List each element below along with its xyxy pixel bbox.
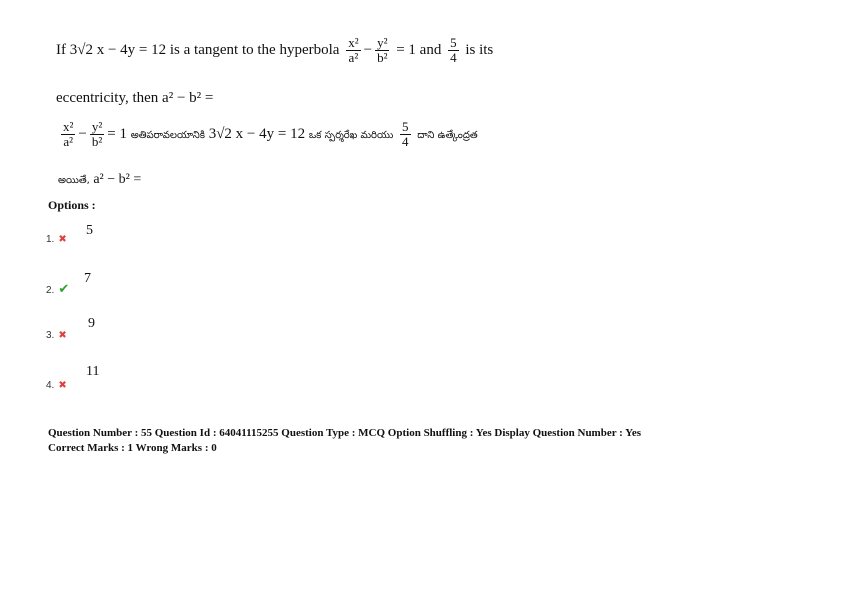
fraction-y2-b2-te: $\frac{\text{y²}}{\text{b²}}$ — [91, 119, 103, 149]
correct-check-icon: ✔ — [58, 282, 70, 297]
option-number: 2. — [46, 285, 55, 296]
fraction-x2-a2: $\frac{\text{x²}}{\text{a²}}$ — [348, 35, 359, 65]
telugu-text-4: అయితే, — [58, 175, 90, 186]
question-text-part3: is its — [465, 41, 494, 58]
option-number: 3. — [46, 330, 55, 341]
option-3-value: 9 — [88, 316, 95, 331]
fraction-x2-a2-te: $\frac{\text{x²}}{\text{a²}}$ — [63, 119, 74, 149]
wrong-cross-icon: ✖ — [58, 380, 67, 391]
question-english-line2: eccentricity, then a² − b² = — [56, 90, 214, 106]
fraction-5-4: $\frac{5}{4}$ — [450, 35, 457, 65]
telugu-text-3: దాని ఉత్కేంద్రత — [417, 129, 478, 141]
wrong-cross-icon: ✖ — [58, 234, 67, 245]
minus-sign: − — [363, 41, 373, 58]
option-2-value: 7 — [84, 271, 91, 286]
tangent-expression-te: 3√2 x − 4y = 12 — [208, 125, 306, 142]
question-english-line1 — [56, 36, 493, 65]
question-telugu-line2 — [58, 172, 141, 188]
option-1[interactable] — [46, 229, 67, 247]
wrong-cross-icon: ✖ — [58, 330, 67, 341]
option-number: 1. — [46, 234, 55, 245]
option-2[interactable] — [46, 280, 69, 298]
minus-sign-te: − — [78, 125, 87, 142]
fraction-5-4-te: $\frac{5}{4}$ — [402, 119, 409, 149]
metadata-line1: Question Number : 55 Question Id : 64041115255 Question Type : MCQ Option Shuffling : Yes Display Question Number : Yes — [48, 427, 642, 439]
option-4[interactable] — [46, 375, 67, 393]
option-number: 4. — [46, 380, 55, 391]
question-text-part1: If 3√2 x − 4y = 12 is a tangent to the hyperbola — [56, 41, 340, 58]
fraction-y2-b2: $\frac{\text{y²}}{\text{b²}}$ — [377, 35, 388, 65]
telugu-text-1: అతిపరావలయానికి — [130, 129, 205, 141]
option-4-value: 11 — [86, 364, 100, 379]
option-1-value: 5 — [86, 223, 93, 238]
question-text-part2: = 1 and — [396, 41, 442, 58]
options-label: Options : — [48, 198, 96, 212]
option-3[interactable] — [46, 325, 67, 343]
question-telugu-line1 — [58, 120, 478, 149]
question-metadata — [48, 426, 641, 456]
metadata-line2: Correct Marks : 1 Wrong Marks : 0 — [48, 442, 217, 454]
equals-one-te: = 1 — [107, 125, 127, 142]
telugu-text-2: ఒక స్పర్శరేఖ మరియు — [308, 129, 394, 141]
telugu-line2-expression: a² − b² = — [93, 172, 142, 187]
